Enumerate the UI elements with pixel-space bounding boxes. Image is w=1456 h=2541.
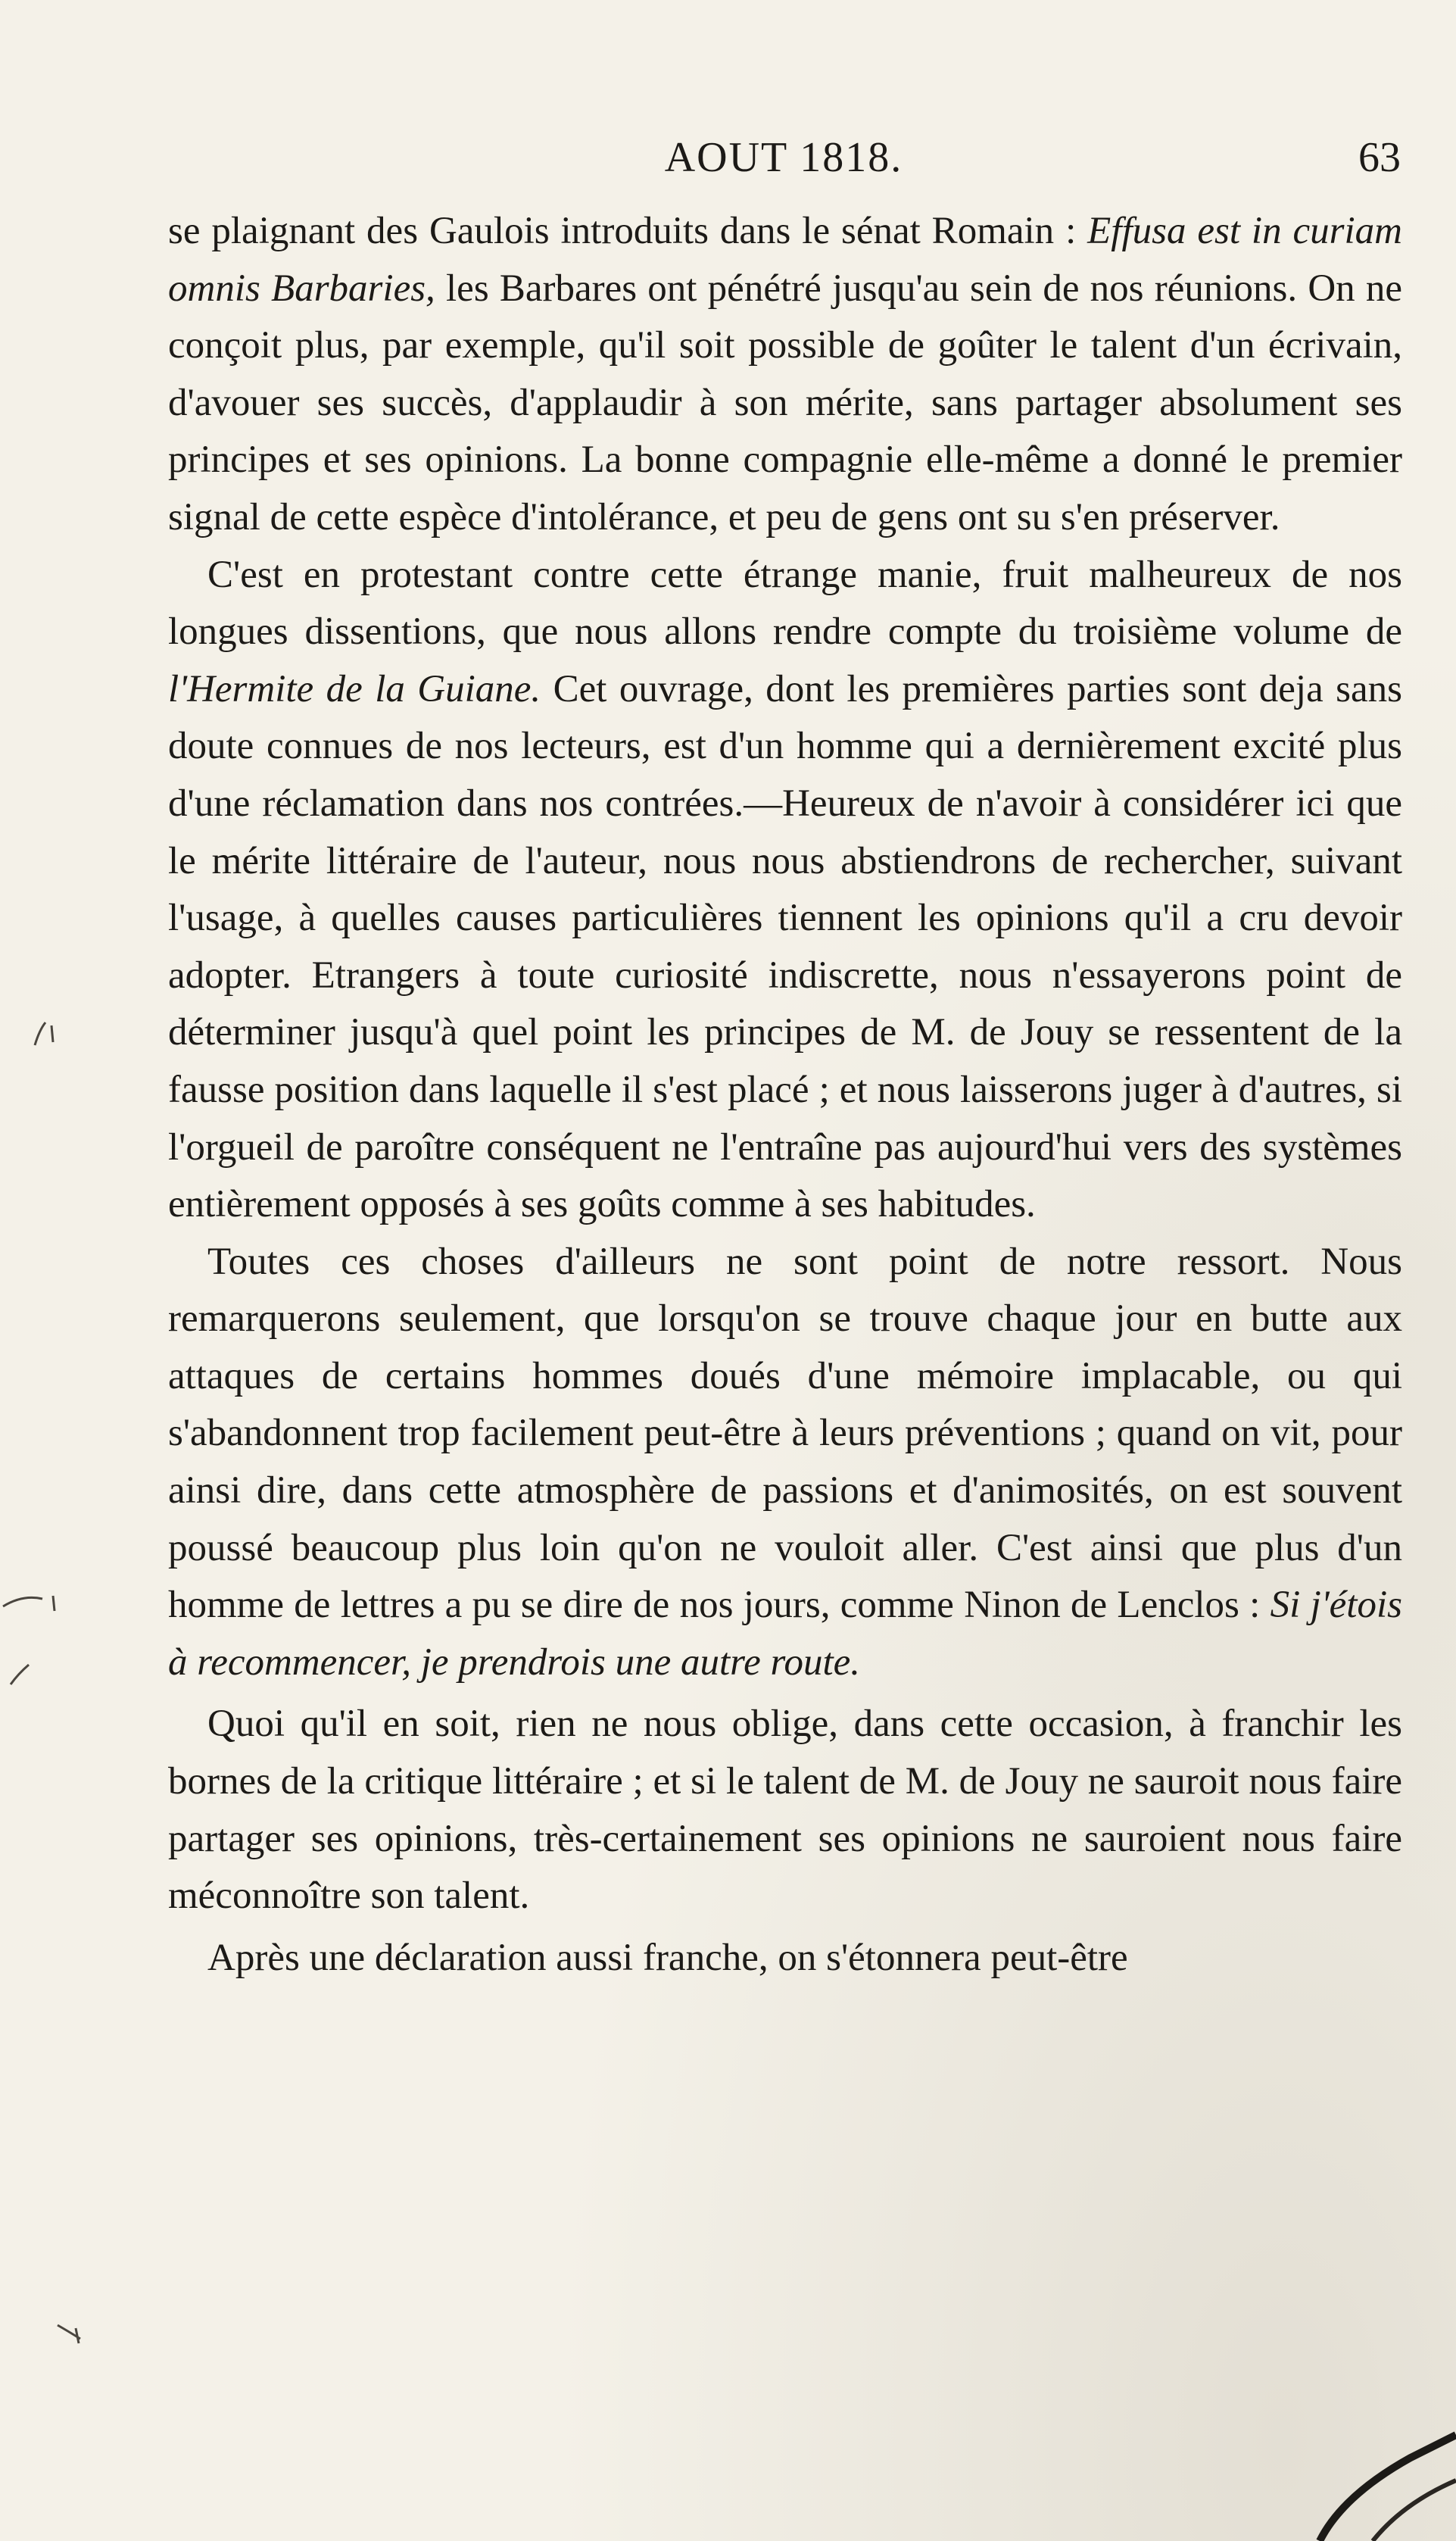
paragraph (168, 1696, 1402, 1924)
paragraph (168, 203, 1402, 547)
paragraph (168, 547, 1402, 1234)
text-run: Après une déclaration aussi franche, on s'étonnera peut-être (207, 1936, 1128, 1979)
margin-pen-mark (0, 1587, 68, 1617)
running-title: AOUT 1818. (664, 134, 903, 181)
margin-pen-mark (29, 1015, 67, 1053)
book-title: l'Hermite de la Guiane. (168, 667, 541, 710)
text-run: les Barbares ont pénétré jusqu'au sein de nos réunions. On ne conçoit plus, par exemple, qu'il soit possible de goûter le talent d'un écrivain, d'avouer ses succès, d'applaudir à son mérite, sans partager absolument ses principes et ses opinions. La bonne compagnie elle-même a donné le premier signal de cette espèce d'intolérance, et peu de gens ont su s'en préserver. (168, 267, 1402, 538)
margin-pen-mark (53, 2318, 91, 2348)
paragraph (168, 1930, 1402, 1987)
running-head (167, 127, 1401, 188)
body-text (168, 203, 1402, 1987)
quotation: Si j'étois à recommencer, je prendrois une autre route. (168, 1584, 1402, 1684)
text-run: Quoi qu'il en soit, rien ne nous oblige, dans cette occasion, à franchir les bornes de la critique littéraire ; et si le talent de M. de Jouy ne sauroit nous faire partager ses opinions, très-certainement ses opinions ne sauroient nous faire méconnoître son talent. (168, 1703, 1402, 1918)
text-run: Cet ouvrage, dont les premières parties sont deja sans doute connues de nos lecteurs, est d'un homme qui a dernièrement excité plus d'une réclamation dans nos contrées.—Heureux de n'avoir à considérer ici que le mérite littéraire de l'auteur, nous nous abstiendrons de rechercher, suivant l'usage, à quelles causes particulières tiennent les opinions qu'il a cru devoir adopter. Etrangers à toute curiosité indiscrette, nous n'essayerons point de déterminer jusqu'à quel point les principes de M. de Jouy se ressentent de la fausse position dans laquelle il s'est placé ; et nous laisserons juger à d'autres, si l'orgueil de paroître conséquent ne l'entraîne pas aujourd'hui vers des systèmes entièrement opposés à ses goûts comme à ses habitudes. (168, 667, 1402, 1226)
paragraph (168, 1234, 1402, 1692)
margin-pen-mark (6, 1659, 36, 1689)
page-number: 63 (1358, 134, 1401, 181)
text-run: C'est en protestant contre cette étrange manie, fruit malheureux de nos longues dissentions, que nous allons rendre compte du troisième volume de (168, 553, 1402, 654)
text-run: Toutes ces choses d'ailleurs ne sont point de notre ressort. Nous remarquerons seulement, que lorsqu'on se trouve chaque jour en butte aux attaques de certains hommes doués d'une mémoire implacable, ou qui s'abandonnent trop facilement peut-être à leurs préventions ; quand on vit, pour ainsi dire, dans cette atmosphère de passions et d'animosités, on est souvent poussé beaucoup plus loin qu'on ne vouloit aller. C'est ainsi que plus d'un homme de lettres a pu se dire de nos jours, comme Ninon de Lenclos : (168, 1240, 1402, 1627)
latin-quotation: Effusa est in curiam omnis Barbaries, (168, 210, 1402, 310)
page-edge-stroke (1259, 2405, 1456, 2541)
text-run: se plaignant des Gaulois introduits dans le sénat Romain : (168, 210, 1088, 252)
